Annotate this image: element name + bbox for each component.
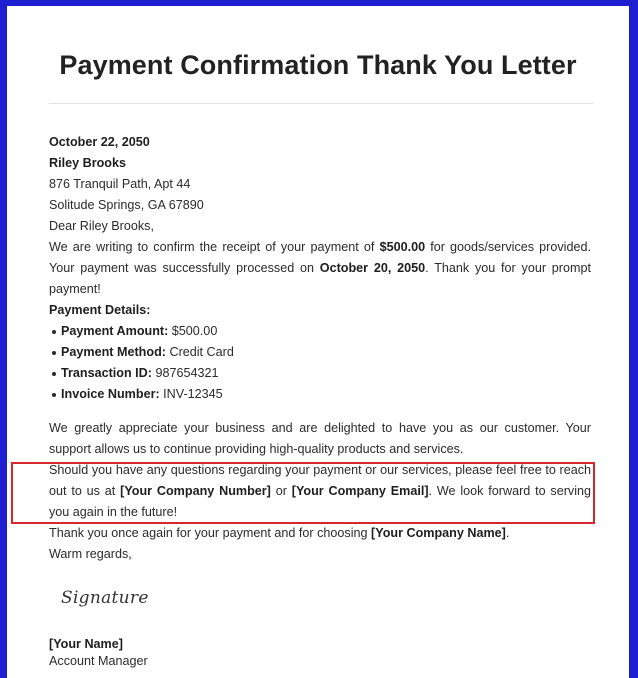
closing-phrase: Warm regards, [49,547,132,561]
letter-date: October 22, 2050 [49,135,150,149]
company-name-placeholder: [Your Company Name] [371,526,506,540]
recipient-name: Riley Brooks [49,156,126,170]
signer-name: [Your Name] [49,637,123,651]
letter-page [7,6,629,678]
signer-title: Account Manager [49,654,148,668]
thanks-text-1: Thank you once again for your payment and for choosing [49,526,372,540]
page-title: Payment Confirmation Thank You Letter [59,50,577,80]
list-item [49,321,591,342]
thanks-text-2: . [505,526,510,540]
intro-text-3: Your payment was successfully processed on [49,261,320,275]
detail-label: Invoice Number: [61,387,160,401]
highlight-box [11,462,595,524]
processed-date-inline: October 20, 2050 [319,261,426,275]
salutation: Dear Riley Brooks, [49,219,154,233]
detail-label: Payment Amount: [61,324,169,338]
details-heading: Payment Details: [49,303,151,317]
address-line-2: Solitude Springs, GA 67890 [49,198,204,212]
appreciation-paragraph: We greatly appreciate your business and are delighted to have you as our customer. Your support allows us to continue providing high-quality products and services. [49,421,591,456]
contact-text-3: . We look forward to serving you again in the future! [49,484,592,519]
company-number-placeholder: [Your Company Number] [120,484,271,498]
thanks-paragraph [49,523,591,544]
list-item [49,342,591,363]
detail-value: 987654321 [151,366,219,380]
list-item [49,363,591,384]
contact-text-1: Should you have any questions regarding your payment or our services, please feel free to reach out to us at [49,463,591,498]
intro-paragraph [49,237,591,300]
intro-text-2: for goods/services provided. [425,240,591,254]
company-email-placeholder: [Your Company Email] [291,484,429,498]
divider [49,103,593,104]
payment-amount-inline: $500.00 [379,240,426,254]
signature-image: Signature [61,588,149,608]
intro-text-1: We are writing to confirm the receipt of your payment of [49,240,380,254]
signer-block [49,636,148,670]
detail-label: Payment Method: [61,345,166,359]
contact-text-2: or [270,484,292,498]
list-item [49,384,591,405]
detail-value: INV-12345 [159,387,223,401]
payment-details-list [49,321,591,405]
detail-value: $500.00 [168,324,218,338]
intro-text-4: . Thank you for your prompt payment! [49,261,591,296]
address-line-1: 876 Tranquil Path, Apt 44 [49,177,191,191]
detail-label: Transaction ID: [61,366,152,380]
detail-value: Credit Card [165,345,234,359]
